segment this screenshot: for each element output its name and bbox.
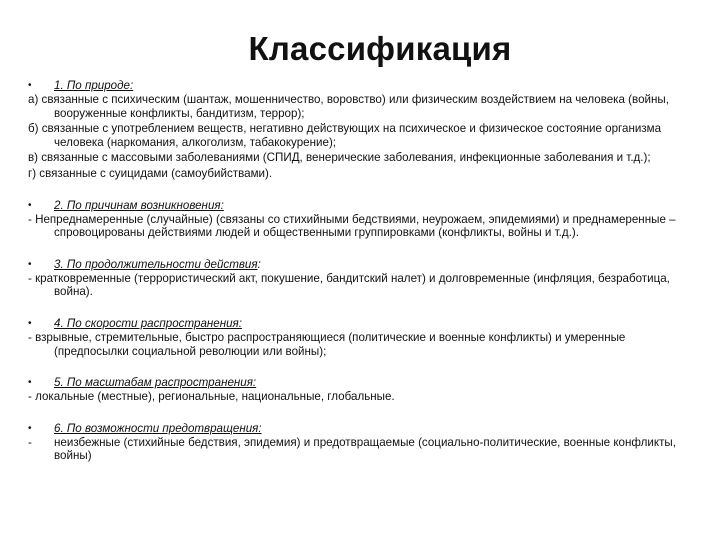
bullet-icon: •: [28, 80, 32, 91]
section-heading-line: [28, 376, 696, 390]
list-item: б) связанные с употреблением веществ, негативно действующих на психическое и физическое состояние организма человека (наркомания, алкоголизм, табакокурение);: [28, 122, 662, 149]
section-heading-line: [28, 422, 696, 436]
slide-content: [28, 79, 696, 463]
section-heading: 4. По скорости распространения:: [54, 316, 242, 330]
section-by-cause: [28, 199, 696, 240]
bullet-icon: •: [28, 422, 32, 434]
section-by-scale: [28, 376, 696, 404]
list-item: - Непреднамеренные (случайные) (связаны со стихийными бедствиями, неурожаем, эпидемиями) и преднамеренные – спровоцированы действиями людей и общественными группировками (конфликты, войны и т.д.).: [28, 212, 676, 240]
section-heading: 2. По причинам возникновения:: [54, 198, 224, 212]
list-item: - локальные (местные), региональные, национальные, глобальные.: [28, 390, 395, 404]
section-heading-line: [28, 258, 696, 272]
section-by-speed: [28, 317, 696, 358]
list-item: а) связанные с психическим (шантаж, мошенничество, воровство) или физическим воздействием на человека (войны, вооруженные конфликты, бандитизм, террор);: [28, 93, 669, 120]
dash-marker: -: [28, 435, 32, 449]
bullet-icon: •: [28, 258, 32, 270]
bullet-icon: •: [28, 199, 32, 211]
section-heading: 6. По возможности предотвращения:: [54, 421, 262, 435]
section-by-prevention: [28, 422, 696, 463]
list-item: - взрывные, стремительные, быстро распространяющиеся (политические и военные конфликты) и умеренные (предпосылки социальной революции или войны);: [28, 330, 626, 358]
section-by-duration: [28, 258, 696, 299]
slide-title: Классификация: [248, 30, 512, 67]
bullet-icon: •: [28, 377, 32, 389]
section-heading-line: [28, 317, 696, 331]
list-item: - кратковременные (террористический акт, покушение, бандитский налет) и долговременные (инфляция, безработица, война).: [28, 271, 670, 299]
section-heading-line: [28, 79, 696, 93]
section-heading: 3. По продолжительности действия: [54, 257, 258, 271]
list-item-text: неизбежные (стихийные бедствия, эпидемия) и предотвращаемые (социально-политические, военные конфликты, войны): [54, 435, 676, 463]
section-heading: 1. По природе:: [54, 79, 134, 92]
list-item: [28, 436, 696, 463]
section-by-nature: [28, 79, 696, 181]
list-item: в) связанные с массовыми заболеваниями (СПИД, венерические заболевания, инфекционные заболевания и т.д.);: [28, 151, 651, 165]
section-heading-line: [28, 199, 696, 213]
list-item: г) связанные с суицидами (самоубийствами).: [28, 166, 273, 180]
section-heading: 5. По масштабам распространения:: [54, 376, 257, 390]
bullet-icon: •: [28, 317, 32, 329]
section-heading-colon: :: [257, 257, 261, 271]
